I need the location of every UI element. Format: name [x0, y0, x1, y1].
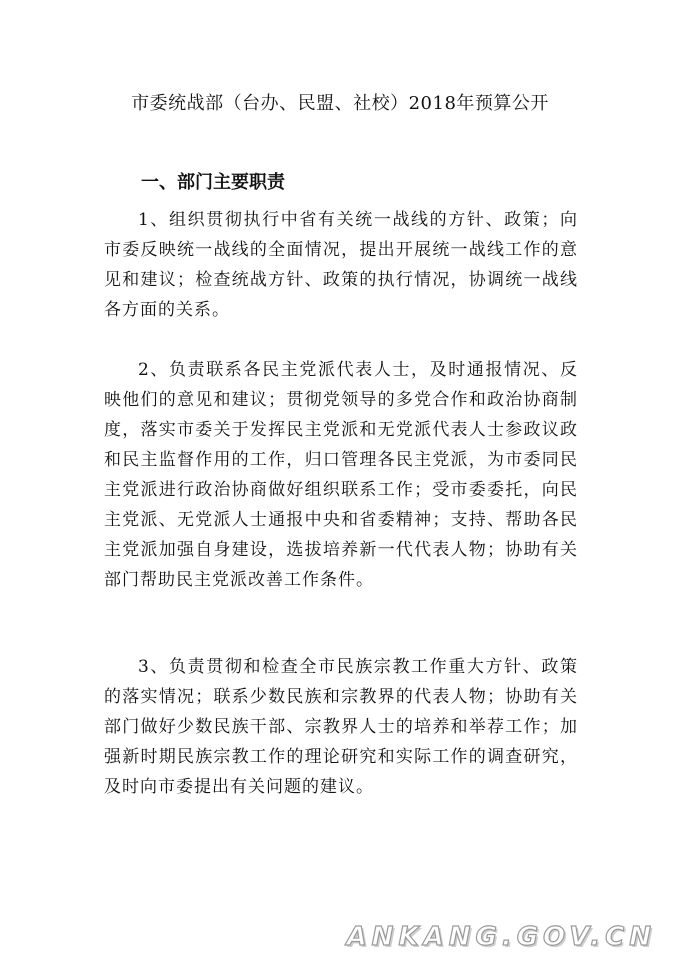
document-title: 市委统战部（台办、民盟、社校）2018年预算公开	[131, 93, 549, 114]
paragraph-duty-2: 2、负责联系各民主党派代表人士，及时通报情况、反映他们的意见和建议；贯彻党领导的多党合作和政治协商制度，落实市委关于发挥民主党派和无党派代表人士参政议政和民主监督作用的工作，归口管理各民主党派，为市委同民主党派进行政治协商做好组织联系工作；受市委委托，向民主党派、无党派人士通报中央和省委精神；支持、帮助各民主党派加强自身建设，选拔培养新一代代表人物；协助有关部门帮助民主党派改善工作条件。	[104, 360, 578, 590]
paragraph-duty-3: 3、负责贯彻和检查全市民族宗教工作重大方针、政策的落实情况；联系少数民族和宗教界的代表人物；协助有关部门做好少数民族干部、宗教界人士的培养和举荐工作；加强新时期民族宗教工作的理论研究和实际工作的调查研究，及时向市委提出有关问题的建议。	[104, 657, 578, 797]
section-heading: 一、部门主要职责	[141, 172, 285, 193]
paragraph-duty-1: 1、组织贯彻执行中省有关统一战线的方针、政策；向市委反映统一战线的全面情况，提出开展统一战线工作的意见和建议；检查统战方针、政策的执行情况，协调统一战线各方面的关系。	[104, 210, 578, 320]
site-watermark: ANKANG.GOV.CN	[346, 922, 656, 952]
